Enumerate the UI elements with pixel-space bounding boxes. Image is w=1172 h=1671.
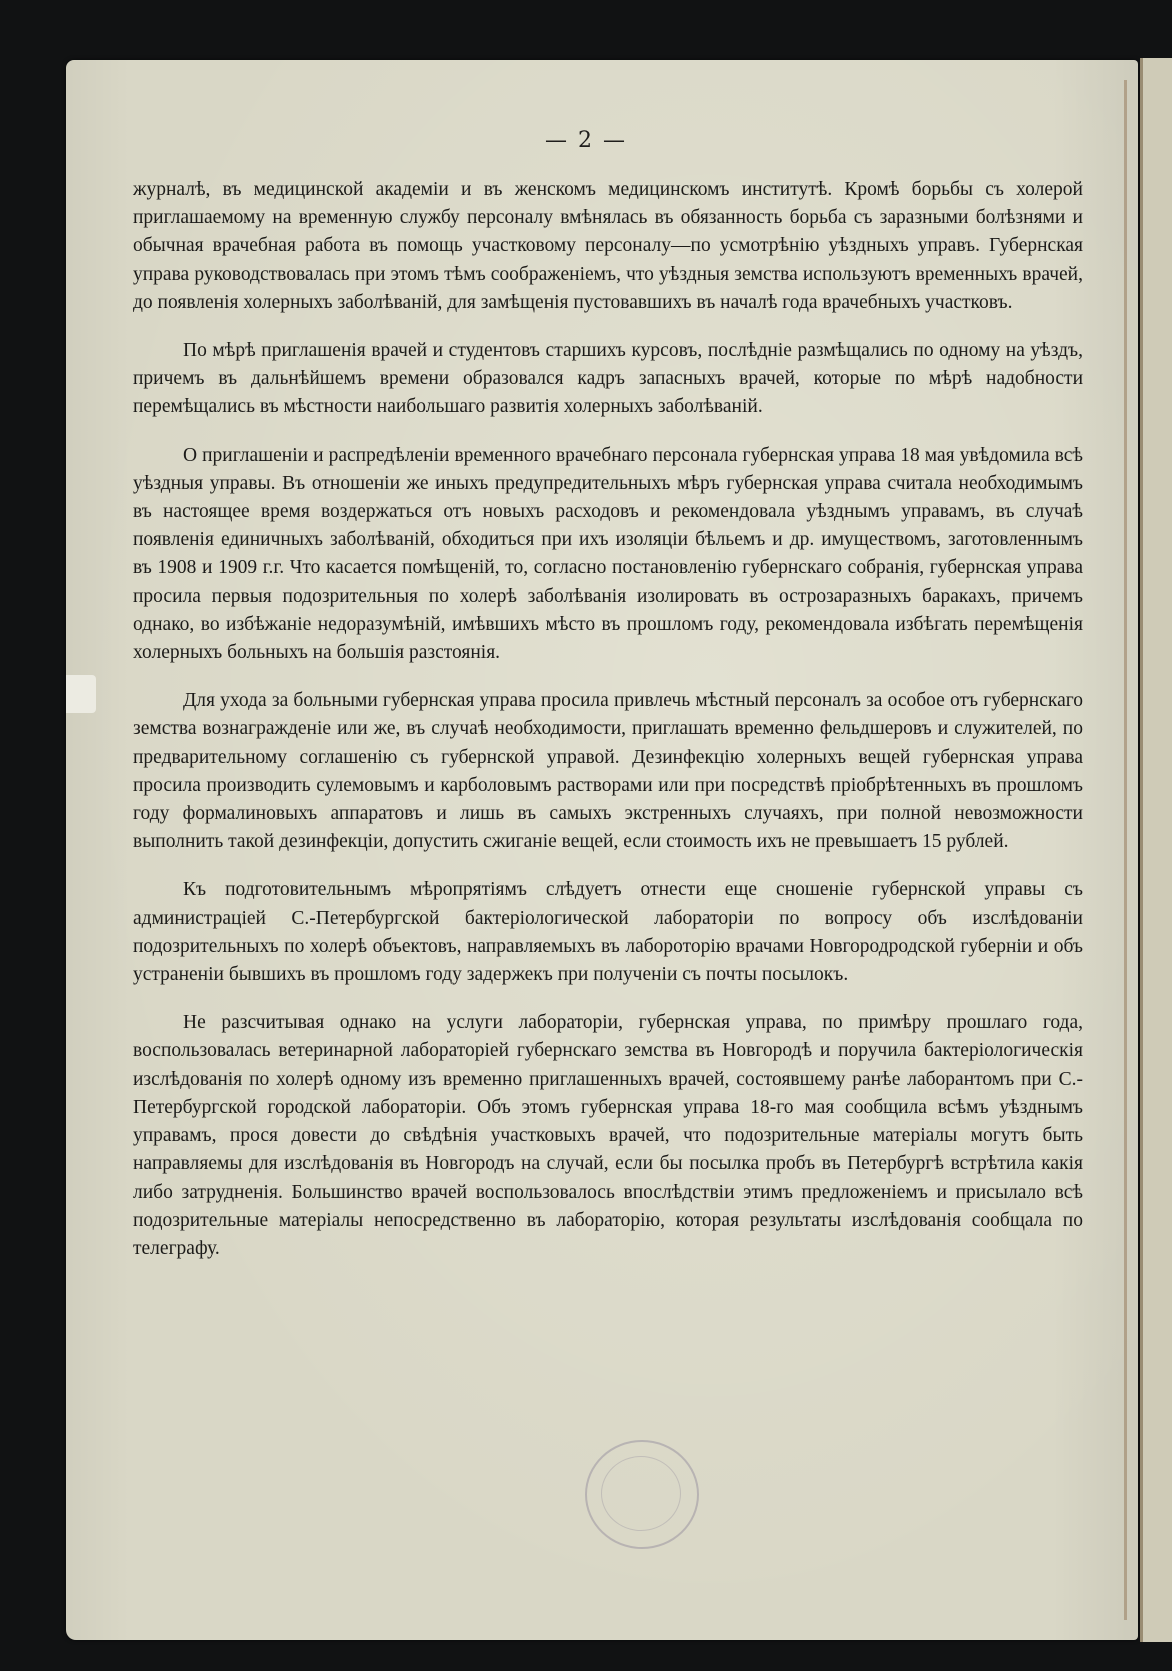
paragraph-1: журналѣ, въ медицинской академіи и въ женскомъ медицинскомъ институтѣ. Кромѣ борьбы съ холерой приглашаемому на временную службу персоналу вмѣнялась въ обязанность борьба съ заразными болѣзнями и обычная врачебная работа въ помощь участковому персоналу—по усмотрѣнію уѣздныхъ управъ. Губернская управа руководствовалась при этомъ тѣмъ соображеніемъ, что уѣздныя земства используютъ временныхъ врачей, до появленія холерныхъ заболѣваній, для замѣщенія пустовавшихъ въ началѣ года врачебныхъ участковъ. — [133, 179, 1083, 313]
paragraph-2: По мѣрѣ приглашенія врачей и студентовъ старшихъ курсовъ, послѣдніе размѣщались по одному на уѣздъ, причемъ въ дальнѣйшемъ времени образовался кадръ запасныхъ врачей, которые по мѣрѣ надобности перемѣщались въ мѣстности наибольшаго развитія холерныхъ заболѣваній. — [133, 340, 1083, 418]
adjacent-page-edge — [1140, 58, 1172, 1642]
page-number: — 2 — — [545, 128, 627, 153]
body-text — [133, 176, 1083, 1283]
paragraph-3: О приглашеніи и распредѣленіи временного врачебнаго персонала губернская управа 18 мая увѣдомила всѣ уѣздныя управы. Въ отношеніи же иныхъ предупредительныхъ мѣръ губернская управа считала необходимымъ въ настоящее время воздержаться отъ новыхъ расходовъ и рекомендовала уѣзднымъ управамъ, въ случаѣ появленія единичныхъ заболѣваній, обходиться при ихъ изоляціи бѣльемъ и др. имуществомъ, заготовленнымъ въ 1908 и 1909 г.г. Что касается помѣщеній, то, согласно постановленію губернскаго собранія, губернская управа просила первыя подозрительныя по холерѣ заболѣванія изолировать въ острозаразныхъ баракахъ, причемъ однако, во избѣжаніе недоразумѣній, имѣвшихъ мѣсто въ прошломъ году, рекомендовала избѣгать перемѣщенія холерныхъ больныхъ на большія разстоянія. — [133, 444, 1083, 664]
library-stamp — [585, 1440, 699, 1549]
paragraph-6: Не разсчитывая однако на услуги лабораторіи, губернская управа, по примѣру прошлаго года, воспользовалась ветеринарной лабораторіей губернскаго земства въ Новгородѣ и поручила бактеріологическія изслѣдованія по холерѣ одному изъ временно приглашенныхъ врачей, состоявшему ранѣе лаборантомъ при С.-Петербургской городской лабораторіи. Объ этомъ губернская управа 18-го мая сообщила всѣмъ уѣзднымъ управамъ, прося довести до свѣдѣнія участковыхъ врачей, что подозрительные матеріалы могутъ быть направляемы для изслѣдованія въ Новгородъ на случай, если бы посылка пробъ въ Петербургѣ встрѣтила какія либо затрудненія. Большинство врачей воспользовалось впослѣдствіи этимъ предложеніемъ и присылало всѣ подозрительные матеріалы непосредственно въ лабораторію, которая результаты изслѣдованія сообщала по телеграфу. — [133, 1012, 1083, 1259]
page-edge-line — [1124, 80, 1127, 1620]
paper-tear — [66, 675, 96, 713]
paragraph-5: Къ подготовительнымъ мѣропрятіямъ слѣдуетъ отнести еще сношеніе губернской управы съ администраціей С.-Петербургской бактеріологической лабораторіи по вопросу объ изслѣдованіи подозрительныхъ по холерѣ объектовъ, направляемыхъ въ лабороторію врачами Новгородродской губерніи и объ устраненіи бывшихъ въ прошломъ году задержекъ при полученіи съ почты посылокъ. — [133, 879, 1083, 986]
paragraph-4: Для ухода за больными губернская управа просила привлечь мѣстный персоналъ за особое отъ губернскаго земства вознагражденіе или же, въ случаѣ необходимости, приглашать временно фельдшеровъ и служителей, по предварительному соглашенію съ губернской управой. Дезинфекцію холерныхъ вещей губернская управа просила производить сулемовымъ и карболовымъ растворами или при посредствѣ пріобрѣтенныхъ въ прошломъ году формалиновыхъ аппаратовъ и лишь въ самыхъ экстренныхъ случаяхъ, при полной невозможности выполнить такой дезинфекціи, допустить сжиганіе вещей, если стоимость ихъ не превышаетъ 15 рублей. — [133, 690, 1083, 853]
